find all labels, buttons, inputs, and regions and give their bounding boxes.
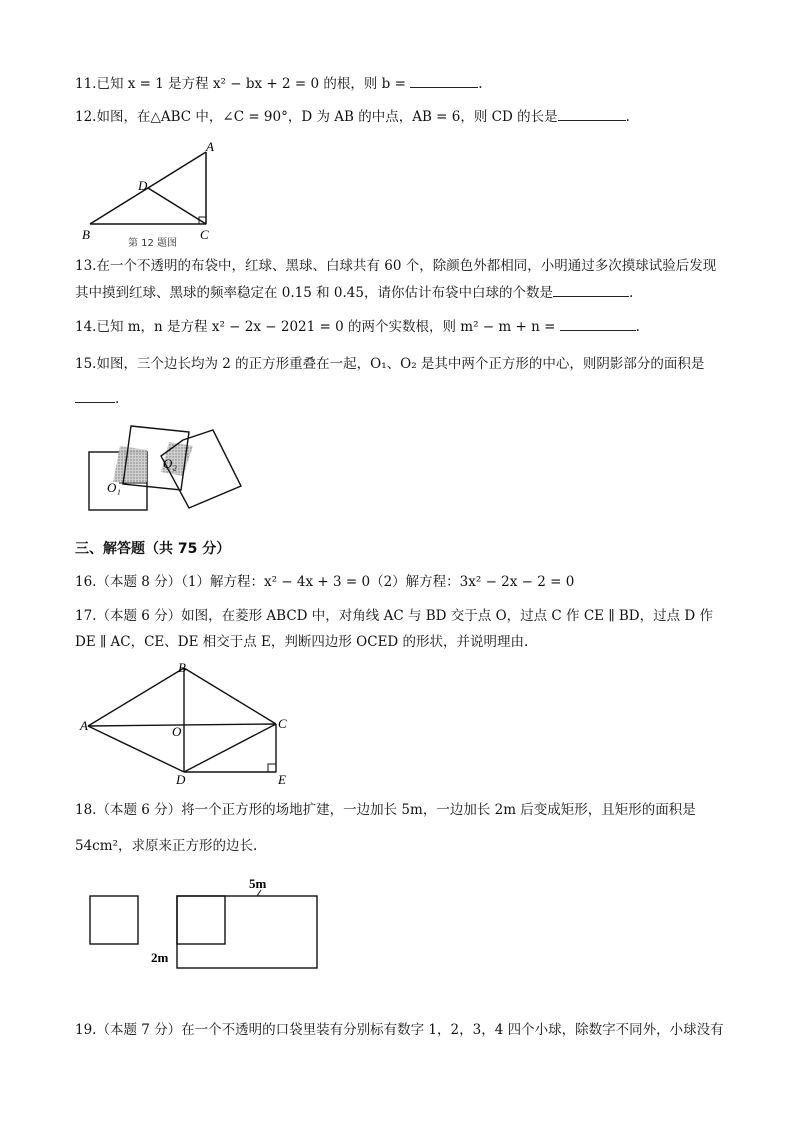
label-5m: 5m (249, 876, 267, 891)
question-12-text: 12.如图，在△ABC 中，∠C = 90°，D 为 AB 的中点，AB = 6，则 CD 的长是 (75, 109, 558, 125)
question-16: 16.（本题 8 分）（1）解方程：x² − 4x + 3 = 0（2）解方程：3x² − 2x − 2 = 0 (75, 574, 575, 590)
label-A: A (206, 139, 214, 154)
question-11-text: 11.已知 x = 1 是方程 x² − bx + 2 = 0 的根，则 b = (75, 76, 411, 92)
answer-blank-11[interactable] (410, 73, 478, 88)
answer-blank-14[interactable] (560, 316, 636, 331)
section-heading: 三、解答题（共 75 分） (75, 541, 231, 557)
label-C: C (200, 227, 209, 242)
figure-12-triangle (80, 140, 220, 248)
question-13-line2: 其中摸到红球、黑球的频率稳定在 0.15 和 0.45，请你估计布袋中白球的个数是 . (75, 282, 633, 303)
question-17-line1: 17.（本题 6 分）如图，在菱形 ABCD 中，对角线 AC 与 BD 交于点 O，过点 C 作 CE ∥ BD，过点 D 作 (75, 608, 713, 624)
label-O2: O₂ (163, 456, 177, 471)
answer-blank-15[interactable] (75, 388, 115, 403)
question-11: 11.已知 x = 1 是方程 x² − bx + 2 = 0 的根，则 b = . (75, 73, 483, 94)
question-12: 12.如图，在△ABC 中，∠C = 90°，D 为 AB 的中点，AB = 6，则 CD 的长是 . (75, 106, 630, 127)
label-B: B (178, 660, 186, 675)
question-18-line2: 54cm²，求原来正方形的边长. (75, 838, 258, 854)
figure-18-expansion (85, 872, 325, 972)
answer-blank-12[interactable] (558, 106, 626, 121)
question-18-line1: 18.（本题 6 分）将一个正方形的场地扩建，一边加长 5m，一边加长 2m 后变成矩形，且矩形的面积是 (75, 802, 696, 818)
figure-17-rhombus (80, 660, 300, 786)
label-D: D (138, 178, 148, 193)
label-C: C (278, 716, 287, 731)
question-15-line2: . (75, 388, 119, 409)
label-E: E (278, 772, 286, 787)
figure-15-squares (85, 420, 245, 520)
question-14: 14.已知 m，n 是方程 x² − 2x − 2021 = 0 的两个实数根，则 m² − m + n = . (75, 316, 640, 337)
figure-12-caption: 第 12 题图 (128, 238, 178, 249)
question-19: 19.（本题 7 分）在一个不透明的口袋里装有分别标有数字 1，2，3，4 四个小球，除数字不同外，小球没有 (75, 1022, 724, 1038)
label-O: O (172, 724, 182, 739)
answer-blank-13[interactable] (553, 282, 629, 297)
label-B: B (82, 227, 90, 242)
label-O1: O₁ (107, 480, 121, 495)
question-15-line1: 15.如图，三个边长均为 2 的正方形重叠在一起，O₁、O₂ 是其中两个正方形的中心，则阴影部分的面积是 (75, 356, 705, 372)
label-A: A (80, 718, 88, 733)
label-2m: 2m (151, 950, 169, 965)
question-17-line2: DE ∥ AC，CE、DE 相交于点 E，判断四边形 OCED 的形状，并说明理由. (75, 634, 529, 650)
question-13-line1: 13.在一个不透明的布袋中，红球、黑球、白球共有 60 个，除颜色外都相同，小明通过多次摸球试验后发现 (75, 258, 717, 274)
label-D: D (176, 772, 186, 787)
